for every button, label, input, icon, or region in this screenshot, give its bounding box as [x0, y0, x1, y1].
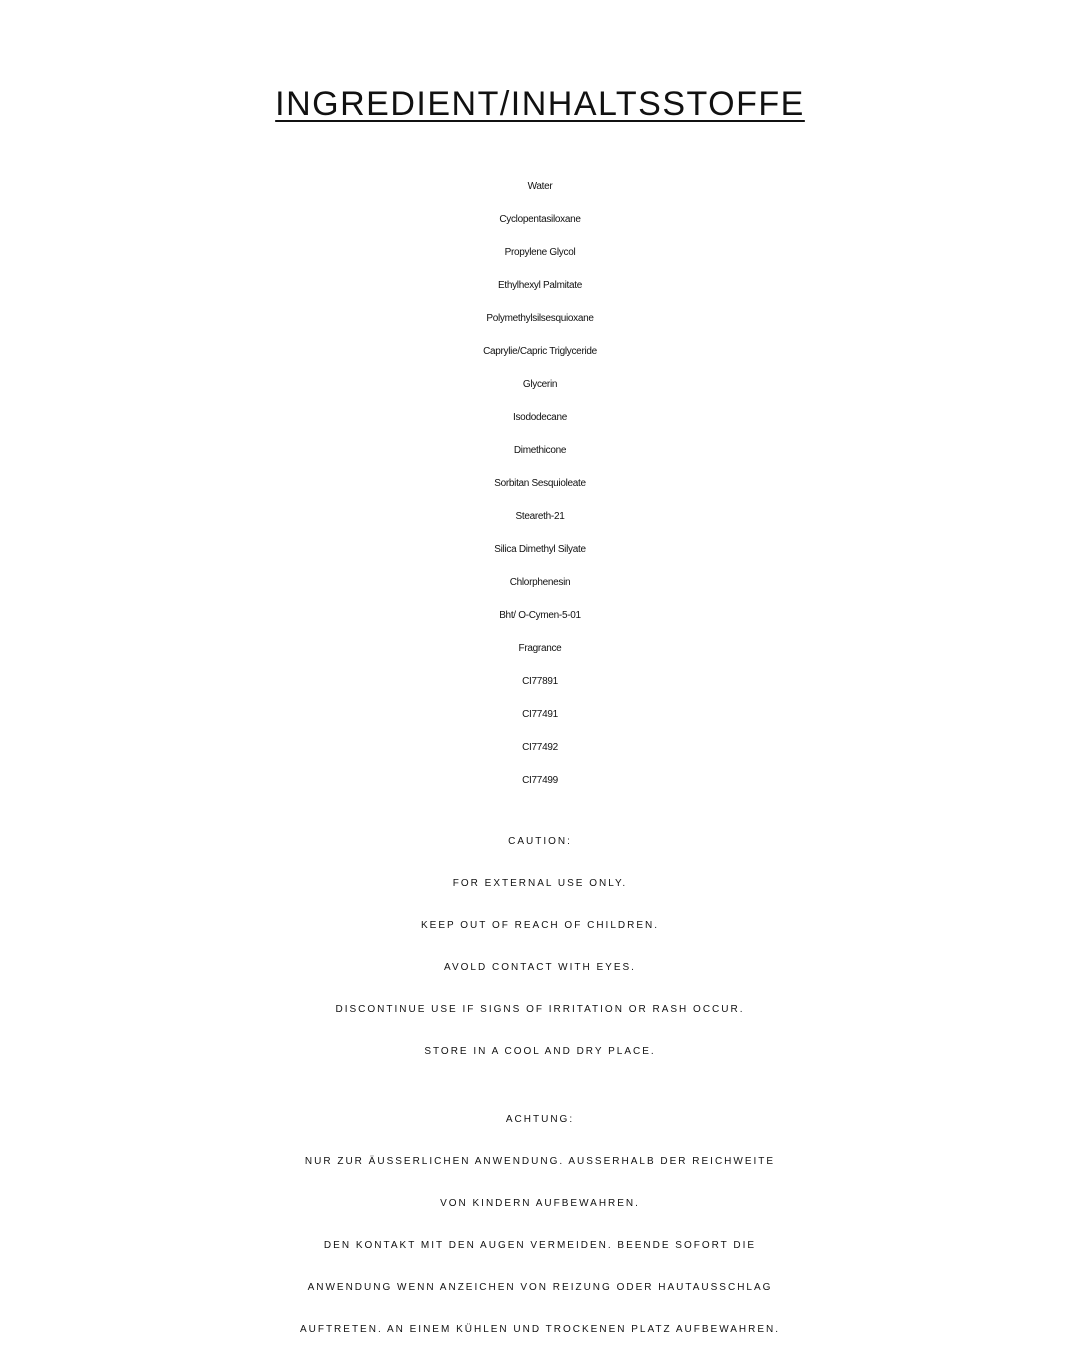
ingredient-item: Chlorphenesin — [509, 577, 571, 588]
ingredient-item: CI77491 — [522, 709, 558, 720]
ingredient-item: Dimethicone — [513, 445, 567, 456]
caution-line: STORE IN A COOL AND DRY PLACE. — [424, 1046, 656, 1057]
achtung-heading: ACHTUNG: — [505, 1114, 575, 1125]
ingredient-item: Polymethylsilsesquioxane — [486, 313, 594, 324]
page-title — [0, 80, 1080, 128]
achtung-line: DEN KONTAKT MIT DEN AUGEN VERMEIDEN. BEENDE SOFORT DIE — [323, 1240, 757, 1251]
caution-line: DISCONTINUE USE IF SIGNS OF IRRITATION OR RASH OCCUR. — [335, 1004, 745, 1015]
title-text: INGREDIENT/INHALTSSTOFFE — [275, 85, 805, 123]
ingredient-item: Silica Dimethyl Silyate — [494, 544, 586, 555]
caution-line: KEEP OUT OF REACH OF CHILDREN. — [421, 920, 659, 931]
caution-heading: CAUTION: — [508, 836, 572, 847]
ingredient-item: CI77492 — [522, 742, 558, 753]
achtung-section — [0, 1099, 1080, 1351]
achtung-line: VON KINDERN AUFBEWAHREN. — [440, 1198, 640, 1209]
ingredient-item: Isododecane — [513, 412, 567, 423]
ingredient-item: Steareth-21 — [515, 511, 565, 522]
caution-section — [0, 821, 1080, 1073]
achtung-line: AUFTRETEN. AN EINEM KÜHLEN UND TROCKENEN PLATZ AUFBEWAHREN. — [299, 1324, 781, 1335]
ingredient-item: CI77499 — [522, 775, 558, 786]
caution-line: FOR EXTERNAL USE ONLY. — [452, 878, 628, 889]
ingredient-item: Fragrance — [518, 643, 562, 654]
achtung-line: NUR ZUR ÄUSSERLICHEN ANWENDUNG. AUSSERHALB DER REICHWEITE — [304, 1156, 776, 1167]
ingredient-item: Glycerin — [522, 379, 558, 390]
ingredient-item: Sorbitan Sesquioleate — [494, 478, 586, 489]
ingredient-item: Propylene Glycol — [504, 247, 576, 258]
ingredient-item: Bht/ O-Cymen-5-01 — [499, 610, 581, 621]
ingredient-item: Cyclopentasiloxane — [499, 214, 581, 225]
ingredient-item: CI77891 — [522, 676, 558, 687]
ingredient-item: Water — [527, 181, 553, 192]
ingredient-list — [0, 170, 1080, 797]
ingredient-item: Caprylie/Capric Triglyceride — [483, 346, 597, 357]
achtung-line: ANWENDUNG WENN ANZEICHEN VON REIZUNG ODER HAUTAUSSCHLAG — [307, 1282, 773, 1293]
ingredient-item: Ethylhexyl Palmitate — [497, 280, 583, 291]
caution-line: AVOLD CONTACT WITH EYES. — [444, 962, 636, 973]
